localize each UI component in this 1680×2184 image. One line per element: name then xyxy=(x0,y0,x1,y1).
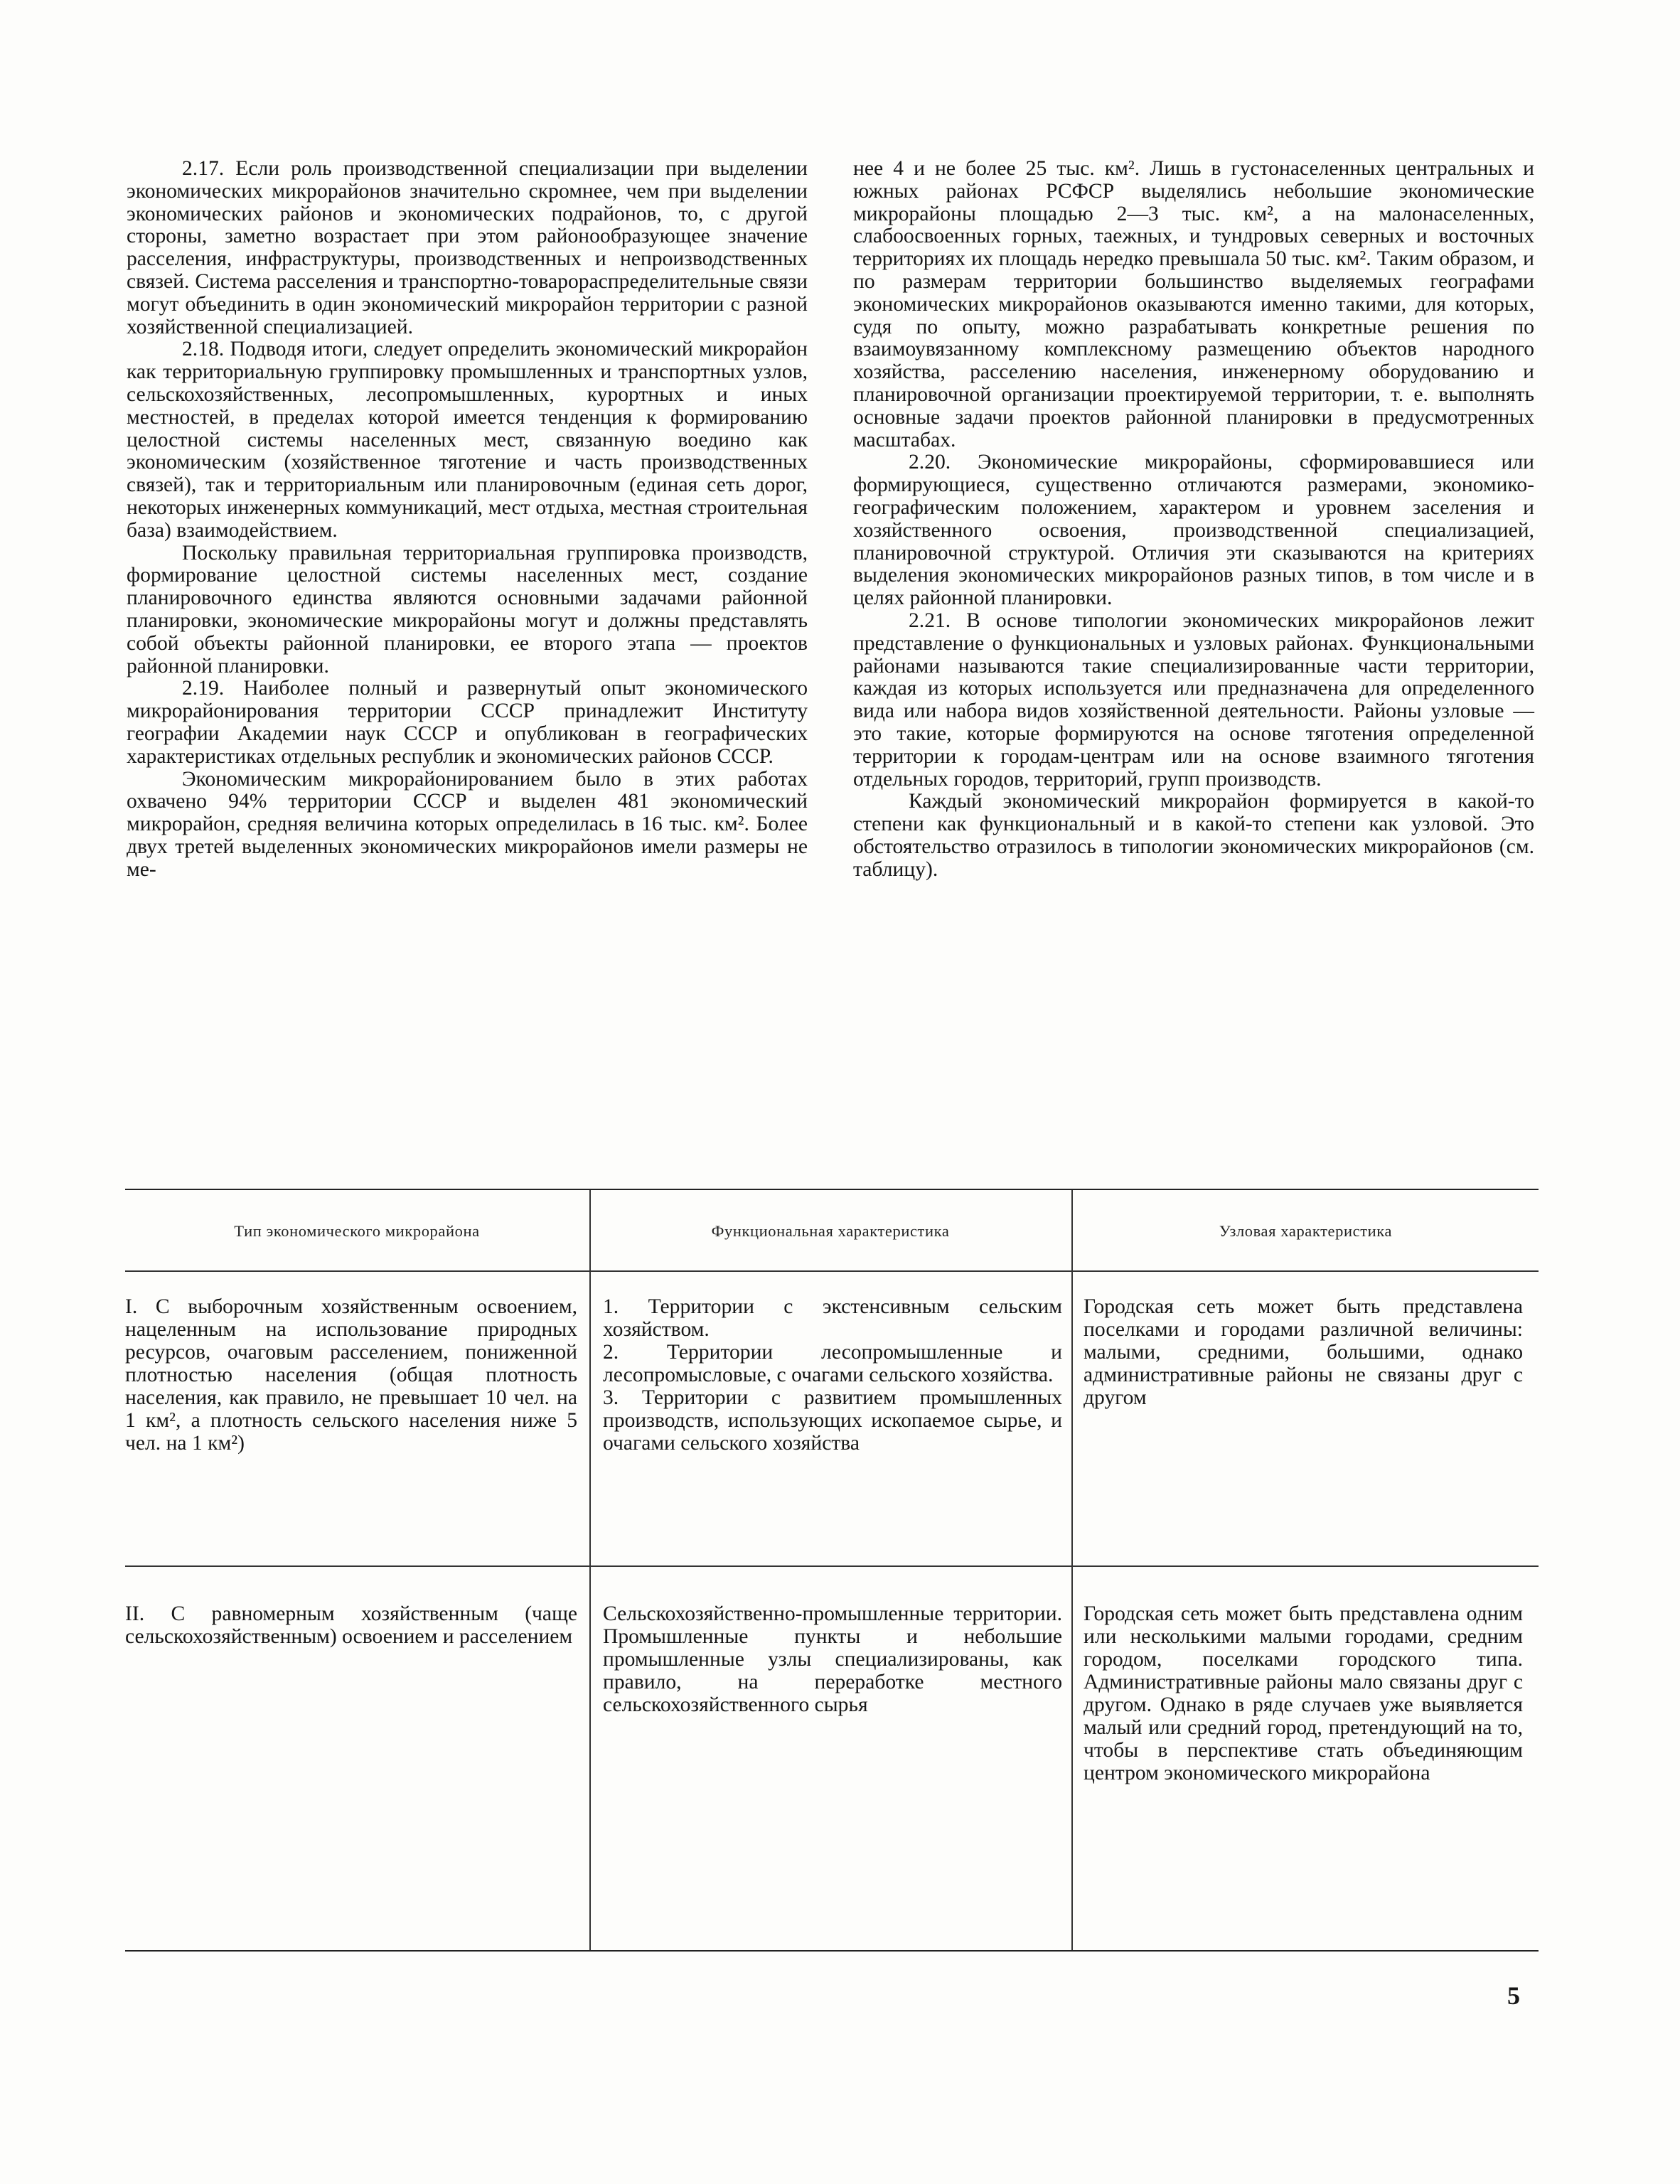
paragraph-text: Экономическим микрорайонированием было в этих работах охвачено 94% территории СССР и выделен 481 экономический микрорайон, средняя величина которых определилась в 16 тыс. км². Более двух третей выделенных экономических микрорайонов имели размеры не ме- xyxy=(127,767,808,881)
paragraph-microregioning-coverage xyxy=(127,769,808,882)
paragraph-2-17 xyxy=(127,158,808,338)
paragraph-text: нее 4 и не более 25 тыс. км². Лишь в густонаселенных центральных и южных районах РСФСР выделялись небольшие экономические микрорайоны площадью 2—3 тыс. км², а на малонаселенных, слабоосвоенных горных, таежных, и тундровых северных и восточных территориях их площадь нередко превышала 50 тыс. км². Таким образом, и по размерам территории большинство выделяемых географами экономических микрорайонов оказываются именно такими, для которых, судя по опыту, можно разрабатывать конкретные решения по взаимоувязанному комплексному размещению объектов народного хозяйства, расселению населения, инженерному оборудованию и планировочной организации проектируемой территории, т. е. выполнять основные задачи проектов районной планировки в предусмотренных масштабах. xyxy=(853,157,1534,451)
table-cell-nodal: Городская сеть может быть представлена одним или несколькими малыми городами, средним городом, поселками городского типа. Административные районы мало связаны друг с другом. Однако в ряде случаев уже выявляется малый или средний город, претендующий на то, чтобы в перспективе стать объединяющим центром экономического микрорайона xyxy=(1084,1602,1523,1784)
functional-item: 3. Территории с развитием промышленных производств, использующих ископаемое сырье, и очагами сельского хозяйства xyxy=(603,1386,1062,1455)
table-bottom-rule xyxy=(125,1950,1539,1952)
table-cell-nodal: Городская сеть может быть представлена поселками и городами различной величины: малыми, средними, большими, однако административные районы не связаны друг с другом xyxy=(1084,1295,1523,1409)
table-cell-type: II. С равномерным хозяйственным (чаще сельскохозяйственным) освоением и расселением xyxy=(125,1602,577,1648)
paragraph-continuation xyxy=(853,158,1534,451)
paragraph-number: 2.18. xyxy=(182,338,225,361)
functional-item: 2. Территории лесопромышленные и лесопромысловые, с очагами сельского хозяйства. xyxy=(603,1341,1062,1386)
left-text-column xyxy=(127,158,808,882)
table-top-rule xyxy=(125,1189,1539,1190)
paragraph-planning-tasks xyxy=(127,542,808,678)
table-header-separator xyxy=(125,1270,1539,1272)
header-nodal: Узловая характеристика xyxy=(1219,1222,1393,1240)
paragraph-text: Поскольку правильная территориальная группировка производств, формирование целостной системы населенных мест, создание планировочного единства являются основными задачами районной планировки, экономические микрорайоны могут и должны представлять собой объекты районной планировки, ее второго этапа — проектов районной планировки. xyxy=(127,541,808,678)
paragraph-text: Если роль производственной специализации при выделении экономических микрорайонов значительно скромнее, чем при выделении экономических районов и экономических подрайонов, то, с другой стороны, заметно возрастает при этом районообразующее значение расселения, инфраструктуры, производственных и непроизводственных связей. Система расселения и транспортно-товарораспределительные связи могут объединить в один экономический микрорайон территории с разной хозяйственной специализацией. xyxy=(127,157,808,338)
paragraph-2-21 xyxy=(853,610,1534,791)
paragraph-2-20 xyxy=(853,451,1534,610)
paragraph-2-18 xyxy=(127,338,808,542)
paragraph-2-19 xyxy=(127,678,808,768)
right-text-column xyxy=(853,158,1534,882)
paragraph-text: Подводя итоги, следует определить экономический микрорайон как территориальную группировку промышленных и транспортных узлов, сельскохозяйственных, лесопромышленных, курортных и иных местностей, в пределах которой имеется тенденция к формированию целостной системы населенных мест, связанную воедино как экономическим (хозяйственное тяготение и часть производственных связей), так и территориальным или планировочным (единая сеть дорог, некоторых инженерных коммуникаций, мест отдыха, местная строительная база) взаимодействием. xyxy=(127,338,808,542)
paragraph-number: 2.19. xyxy=(182,677,225,700)
table-column-divider xyxy=(1071,1190,1073,1950)
page-number: 5 xyxy=(1507,1981,1520,2010)
table-cell-functional xyxy=(603,1602,1062,1716)
table-row-separator xyxy=(125,1565,1539,1567)
paragraph-number: 2.17. xyxy=(182,157,225,180)
paragraph-typology xyxy=(853,791,1534,881)
paragraph-text: Наиболее полный и развернутый опыт экономического микрорайонирования территории СССР принадлежит Институту географии Академии наук СССР и опубликован в географических характеристиках отдельных республик и экономических районов СССР. xyxy=(127,677,808,768)
header-type: Тип экономического микрорайона xyxy=(234,1222,480,1240)
paragraph-number: 2.21. xyxy=(909,609,951,632)
paragraph-text: Экономические микрорайоны, сформировавшиеся или формирующиеся, существенно отличаются размерами, экономико-географическим положением, характером и уровнем заселения и хозяйственного освоения, производственной специализацией, планировочной структурой. Отличия эти сказываются на критериях выделения экономических микрорайонов разных типов, в том числе и в целях районной планировки. xyxy=(853,451,1534,610)
functional-item: 1. Территории с экстенсивным сельским хозяйством. xyxy=(603,1295,1062,1341)
paragraph-number: 2.20. xyxy=(909,451,951,474)
table-cell-type: I. С выборочным хозяйственным освоением, нацеленным на использование природных ресурсов, очаговым расселением, пониженной плотностью населения (общая плотность населения, как правило, не превышает 10 чел. на 1 км², а плотность сельского населения ниже 5 чел. на 1 км²) xyxy=(125,1295,577,1455)
paragraph-text: Каждый экономический микрорайон формируется в какой-то степени как функциональный и в какой-то степени как узловой. Это обстоятельство отразилось в типологии экономических микрорайонов (см. таблицу). xyxy=(853,790,1534,881)
functional-item: Сельскохозяйственно-промышленные территории. Промышленные пункты и небольшие промышленные узлы специализированы, как правило, на переработке местного сельскохозяйственного сырья xyxy=(603,1602,1062,1716)
header-functional: Функциональная характеристика xyxy=(711,1222,950,1240)
paragraph-text: В основе типологии экономических микрорайонов лежит представление о функциональных и узловых районах. Функциональными районами называются такие специализированные части территории, каждая из которых используется или предназначена для определенного вида или набора видов хозяйственной деятельности. Районы узловые — это такие, которые формируются на основе тяготения определенной территории к городам-центрам или на основе взаимного тяготения отдельных городов, территорий, групп производств. xyxy=(853,609,1534,791)
table-cell-functional xyxy=(603,1295,1062,1455)
table-column-divider xyxy=(589,1190,591,1950)
